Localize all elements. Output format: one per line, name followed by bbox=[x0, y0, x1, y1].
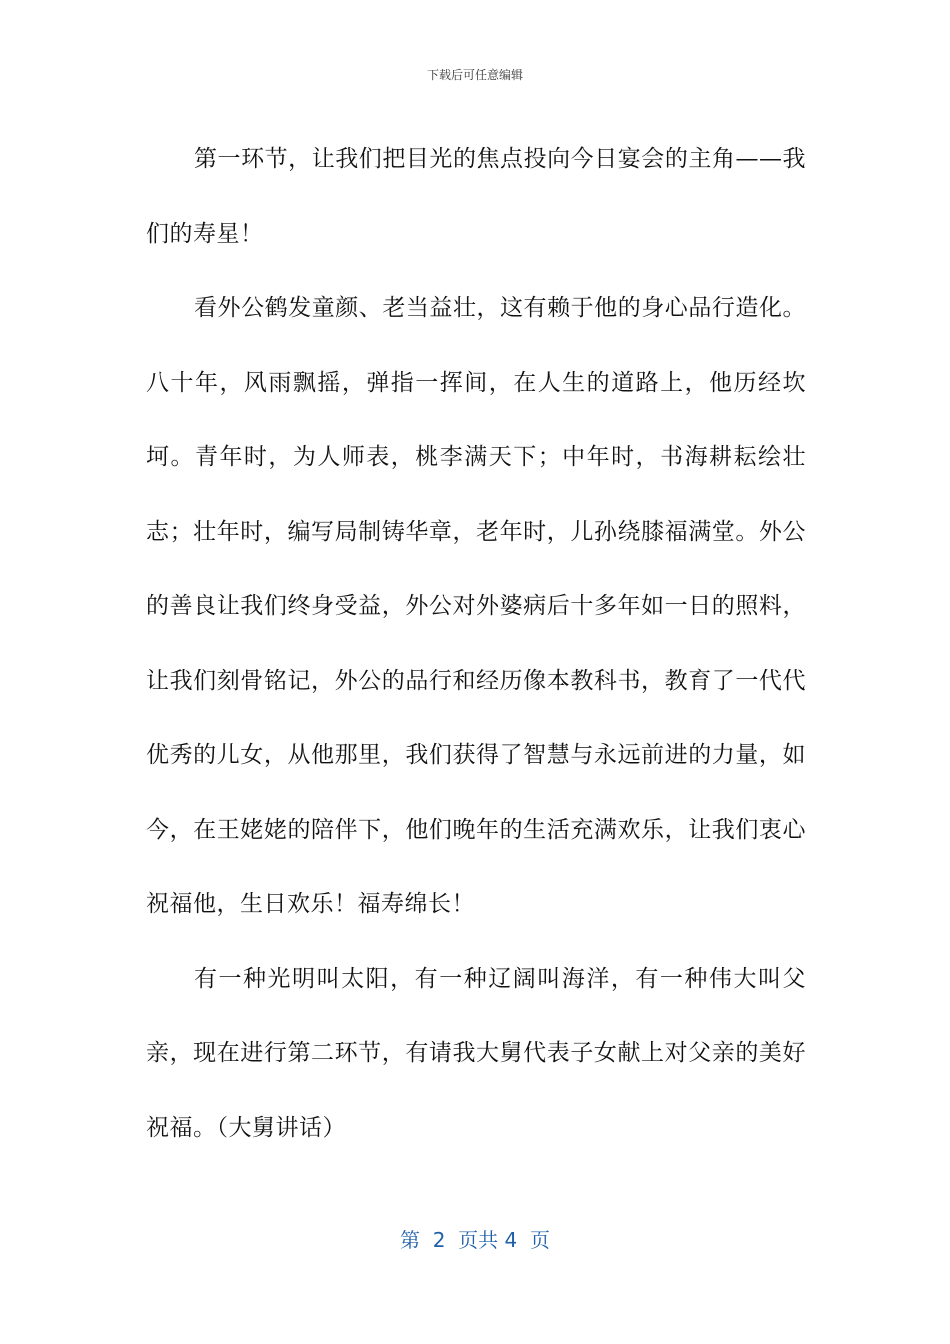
page-number-footer: 第 2 页共 4 页 bbox=[400, 1228, 550, 1252]
document-body bbox=[146, 122, 806, 1165]
paragraph-3: 有一种光明叫太阳，有一种辽阔叫海洋，有一种伟大叫父亲，现在进行第二环节，有请我大舅代表子女献上对父亲的美好祝福。（大舅讲话） bbox=[146, 965, 806, 1141]
paragraph-2: 看外公鹤发童颜、老当益壮，这有赖于他的身心品行造化。八十年，风雨飘摇，弹指一挥间，在人生的道路上，他历经坎坷。青年时，为人师表，桃李满天下；中年时，书海耕耘绘壮志；壮年时，编写局制铸华章，老年时，儿孙绕膝福满堂。外公的善良让我们终身受益，外公对外婆病后十多年如一日的照料，让我们刻骨铭记，外公的品行和经历像本教科书，教育了一代代优秀的儿女，从他那里，我们获得了智慧与永远前进的力量，如今，在王姥姥的陪伴下，他们晚年的生活充满欢乐，让我们衷心祝福他，生日欢乐！福寿绵长！ bbox=[146, 295, 806, 917]
paragraph-1: 第一环节，让我们把目光的焦点投向今日宴会的主角——我们的寿星！ bbox=[146, 146, 806, 247]
header-note: 下载后可任意编辑 bbox=[426, 68, 523, 82]
